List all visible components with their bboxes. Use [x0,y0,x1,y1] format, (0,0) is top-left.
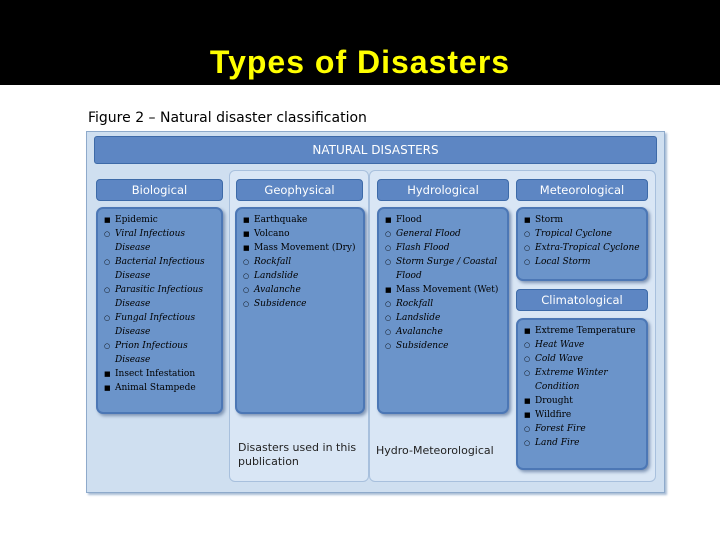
hollow-bullet-icon: ○ [524,230,531,238]
sub-item [385,241,507,255]
sub-item [243,269,363,283]
item-label: Heat Wave [535,340,585,350]
hydrological-list [379,209,507,353]
list-item [385,283,507,297]
item-label: Rockfall [254,257,292,267]
sub-item [524,352,646,366]
square-bullet-icon: ■ [524,411,531,419]
square-bullet-icon: ■ [104,216,111,224]
list-item [524,394,646,408]
hollow-bullet-icon: ○ [524,355,531,363]
hollow-bullet-icon: ○ [524,341,531,349]
sub-item [524,366,646,394]
item-label: Cold Wave [535,354,584,364]
meteorological-list [518,209,646,269]
item-label: Landslide [254,271,299,281]
hollow-bullet-icon: ○ [243,286,250,294]
sub-item [243,283,363,297]
item-label: Animal Stampede [115,383,196,393]
hollow-bullet-icon: ○ [385,300,392,308]
item-label: Subsidence [254,299,307,309]
list-item [243,241,363,255]
item-label: Fungal Infectious Disease [115,313,196,337]
square-bullet-icon: ■ [385,216,392,224]
item-label: Mass Movement (Dry) [254,243,356,253]
hydro-meteorological-label: Hydro-Meteorological [376,444,494,457]
hydrological-box [377,207,509,414]
item-label: Insect Infestation [115,369,196,379]
item-label: Volcano [254,229,290,239]
item-label: Prion Infectious Disease [115,341,188,365]
square-bullet-icon: ■ [524,397,531,405]
hollow-bullet-icon: ○ [385,244,392,252]
item-label: Flash Flood [396,243,450,253]
biological-header: Biological [96,179,223,201]
item-label: Subsidence [396,341,449,351]
sub-item [385,325,507,339]
square-bullet-icon: ■ [243,216,250,224]
hollow-bullet-icon: ○ [104,258,111,266]
hollow-bullet-icon: ○ [104,230,111,238]
hollow-bullet-icon: ○ [385,258,392,266]
hollow-bullet-icon: ○ [243,300,250,308]
item-label: Tropical Cyclone [535,229,612,239]
square-bullet-icon: ■ [385,286,392,294]
sub-item [524,436,646,450]
item-label: Earthquake [254,215,308,225]
natural-disasters-header: NATURAL DISASTERS [94,136,657,164]
list-item [104,213,221,227]
hollow-bullet-icon: ○ [524,258,531,266]
sub-item [524,422,646,436]
biological-box [96,207,223,414]
hollow-bullet-icon: ○ [524,439,531,447]
geophysical-box [235,207,365,414]
figure-caption: Figure 2 – Natural disaster classification [88,110,367,126]
sub-item [385,339,507,353]
sub-item [524,241,646,255]
item-label: Extra-Tropical Cyclone [535,243,640,253]
hollow-bullet-icon: ○ [104,286,111,294]
list-item [243,227,363,241]
hollow-bullet-icon: ○ [524,244,531,252]
sub-item [104,339,221,367]
hollow-bullet-icon: ○ [243,258,250,266]
meteorological-box [516,207,648,281]
sub-item [385,311,507,325]
hollow-bullet-icon: ○ [385,328,392,336]
hollow-bullet-icon: ○ [104,314,111,322]
hollow-bullet-icon: ○ [524,369,531,377]
hollow-bullet-icon: ○ [524,425,531,433]
sub-item [385,297,507,311]
square-bullet-icon: ■ [524,327,531,335]
sub-item [104,311,221,339]
geophysical-header: Geophysical [236,179,363,201]
sub-item [104,283,221,311]
climatological-list [518,320,646,450]
slide-title: Types of Disasters [209,44,511,80]
sub-item [385,255,507,283]
list-item [243,213,363,227]
item-label: Local Storm [535,257,591,267]
item-label: Storm [535,215,564,225]
hollow-bullet-icon: ○ [385,230,392,238]
item-label: Drought [535,396,573,406]
sub-item [243,297,363,311]
geophysical-list [237,209,363,311]
hollow-bullet-icon: ○ [104,342,111,350]
sub-item [104,255,221,283]
hydrological-header: Hydrological [377,179,509,201]
item-label: Avalanche [396,327,443,337]
item-label: Forest Fire [535,424,586,434]
item-label: Flood [396,215,422,225]
item-label: Land Fire [535,438,580,448]
item-label: Parasitic Infectious Disease [115,285,203,309]
biological-list [98,209,221,395]
square-bullet-icon: ■ [243,244,250,252]
sub-item [524,227,646,241]
square-bullet-icon: ■ [104,370,111,378]
item-label: Storm Surge / Coastal Flood [396,257,498,281]
sub-item [385,227,507,241]
sub-item [104,227,221,255]
square-bullet-icon: ■ [243,230,250,238]
hollow-bullet-icon: ○ [385,342,392,350]
list-item [524,213,646,227]
climatological-box [516,318,648,470]
item-label: Mass Movement (Wet) [396,285,499,295]
item-label: Viral Infectious Disease [115,229,186,253]
sub-item [524,338,646,352]
publication-note: Disasters used in this publication [238,441,357,468]
item-label: Rockfall [396,299,434,309]
list-item [385,213,507,227]
sub-item [524,255,646,269]
square-bullet-icon: ■ [524,216,531,224]
list-item [524,324,646,338]
item-label: Bacterial Infectious Disease [115,257,205,281]
item-label: Landslide [396,313,441,323]
item-label: General Flood [396,229,461,239]
climatological-header: Climatological [516,289,648,311]
sub-item [243,255,363,269]
hollow-bullet-icon: ○ [385,314,392,322]
list-item [524,408,646,422]
list-item [104,367,221,381]
item-label: Epidemic [115,215,158,225]
item-label: Avalanche [254,285,301,295]
square-bullet-icon: ■ [104,384,111,392]
list-item [104,381,221,395]
item-label: Extreme Temperature [535,326,636,336]
item-label: Extreme Winter Condition [535,368,608,392]
meteorological-header: Meteorological [516,179,648,201]
item-label: Wildfire [535,410,572,420]
hollow-bullet-icon: ○ [243,272,250,280]
